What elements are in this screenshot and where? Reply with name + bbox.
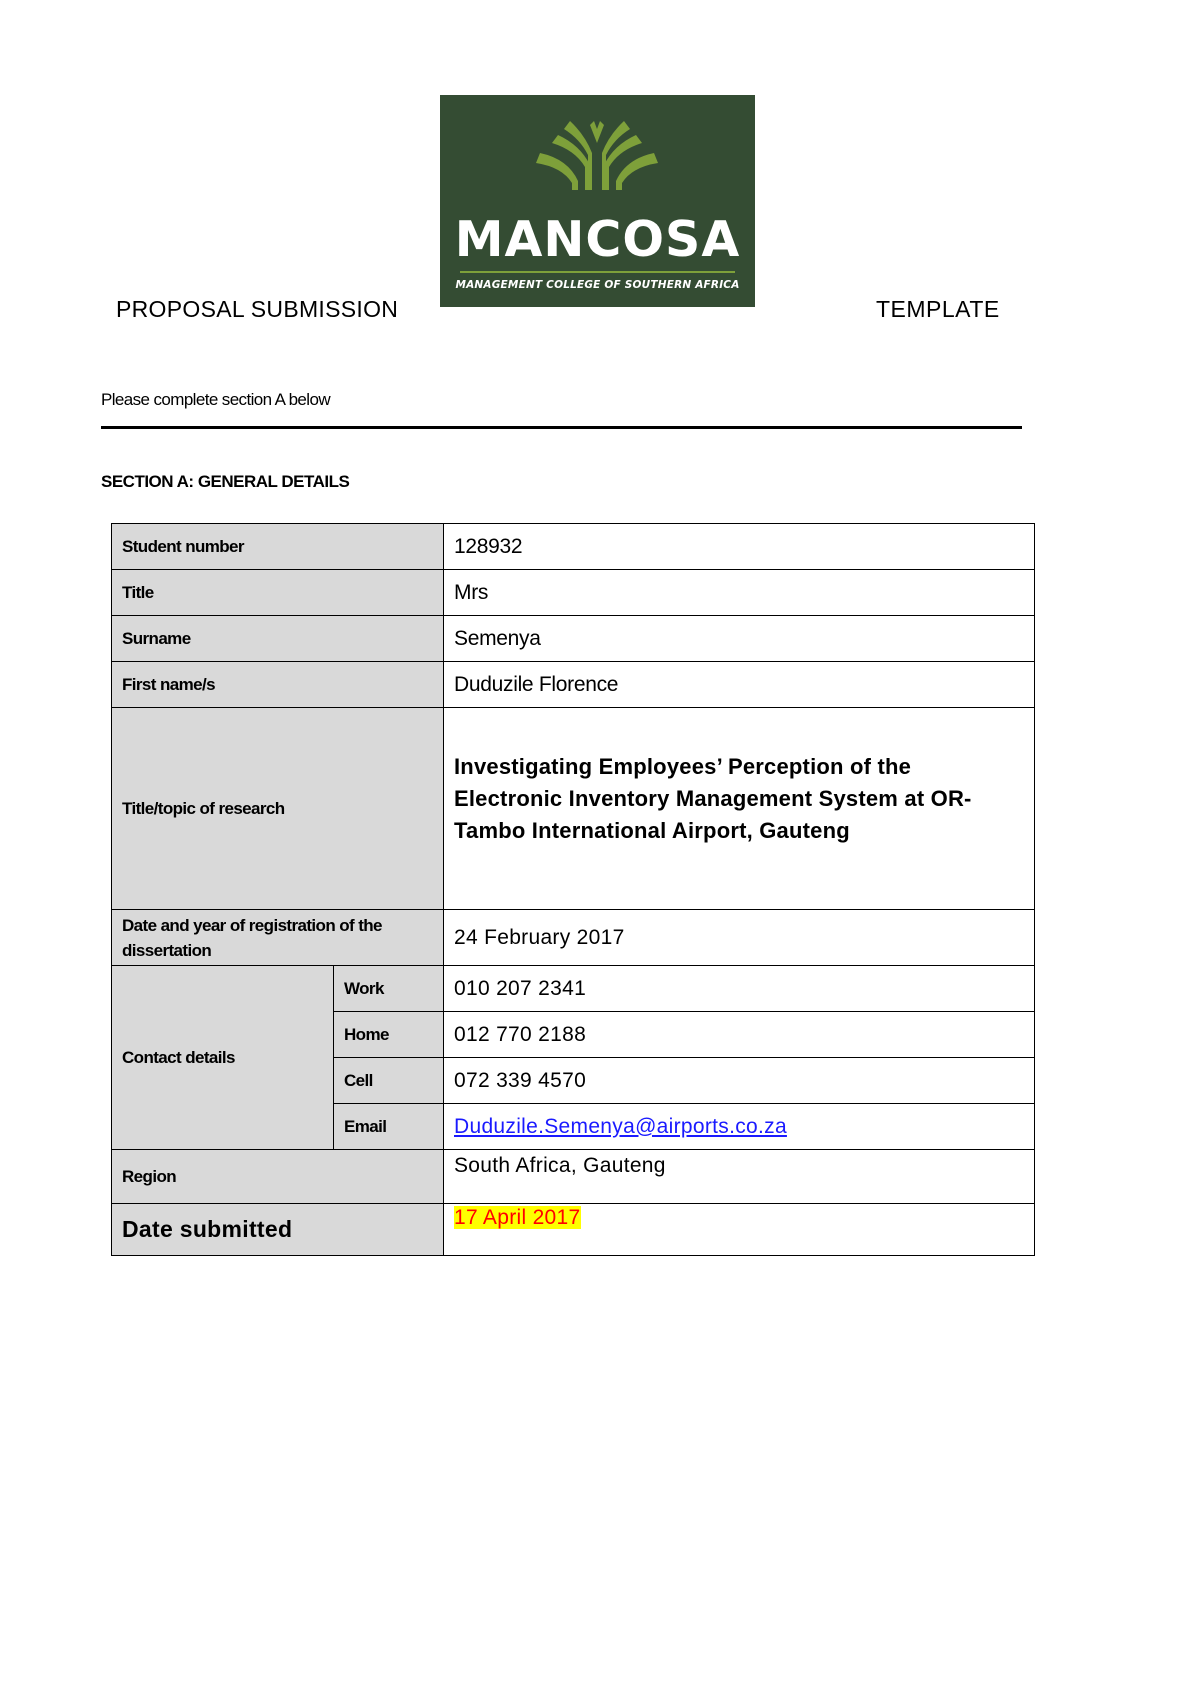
work-phone-value[interactable]: 010 207 2341 <box>444 966 1035 1012</box>
surname-label: Surname <box>112 616 444 662</box>
email-value[interactable] <box>444 1104 1035 1150</box>
palm-leaf-icon <box>440 95 755 215</box>
title-value[interactable]: Mrs <box>444 570 1035 616</box>
date-submitted-label: Date submitted <box>112 1204 444 1256</box>
topic-text: Investigating Employees’ Perception of the Electronic Inventory Management System at OR-Tambo International Airport, Gauteng <box>454 753 972 843</box>
date-submitted-value[interactable] <box>444 1204 1035 1256</box>
mancosa-logo <box>440 95 755 307</box>
general-details-table <box>111 523 1035 1256</box>
contact-details-label: Contact details <box>112 966 334 1150</box>
date-submitted-text: 17 April 2017 <box>454 1206 581 1229</box>
table-row <box>112 1150 1035 1204</box>
instruction-text: Please complete section A below <box>101 390 330 409</box>
logo-brand-text: MANCOSA <box>454 211 741 268</box>
section-heading: SECTION A: GENERAL DETAILS <box>101 472 350 491</box>
topic-value[interactable] <box>444 708 1035 910</box>
divider <box>101 426 1022 429</box>
table-row <box>112 708 1035 910</box>
logo-divider <box>460 271 735 273</box>
topic-label: Title/topic of research <box>112 708 444 910</box>
table-row <box>112 616 1035 662</box>
student-number-value[interactable]: 128932 <box>444 524 1035 570</box>
title-template: TEMPLATE <box>876 296 1000 322</box>
surname-value[interactable]: Semenya <box>444 616 1035 662</box>
region-value[interactable]: South Africa, Gauteng <box>444 1150 1035 1204</box>
region-label: Region <box>112 1150 444 1204</box>
table-row <box>112 1204 1035 1256</box>
registration-label: Date and year of registration of the dissertation <box>112 910 444 966</box>
table-row <box>112 966 1035 1012</box>
table-row <box>112 524 1035 570</box>
home-label: Home <box>334 1012 444 1058</box>
title-label: Title <box>112 570 444 616</box>
cell-phone-value[interactable]: 072 339 4570 <box>444 1058 1035 1104</box>
table-row <box>112 910 1035 966</box>
registration-value[interactable]: 24 February 2017 <box>444 910 1035 966</box>
student-number-label: Student number <box>112 524 444 570</box>
home-phone-value[interactable]: 012 770 2188 <box>444 1012 1035 1058</box>
cell-label: Cell <box>334 1058 444 1104</box>
first-names-label: First name/s <box>112 662 444 708</box>
email-label: Email <box>334 1104 444 1150</box>
email-link[interactable]: Duduzile.Semenya@airports.co.za <box>454 1114 787 1138</box>
work-label: Work <box>334 966 444 1012</box>
table-row <box>112 570 1035 616</box>
table-row <box>112 662 1035 708</box>
first-names-value[interactable]: Duduzile Florence <box>444 662 1035 708</box>
title-proposal-submission: PROPOSAL SUBMISSION <box>116 296 399 322</box>
logo-subtitle: MANAGEMENT COLLEGE OF SOUTHERN AFRICA <box>455 279 740 291</box>
